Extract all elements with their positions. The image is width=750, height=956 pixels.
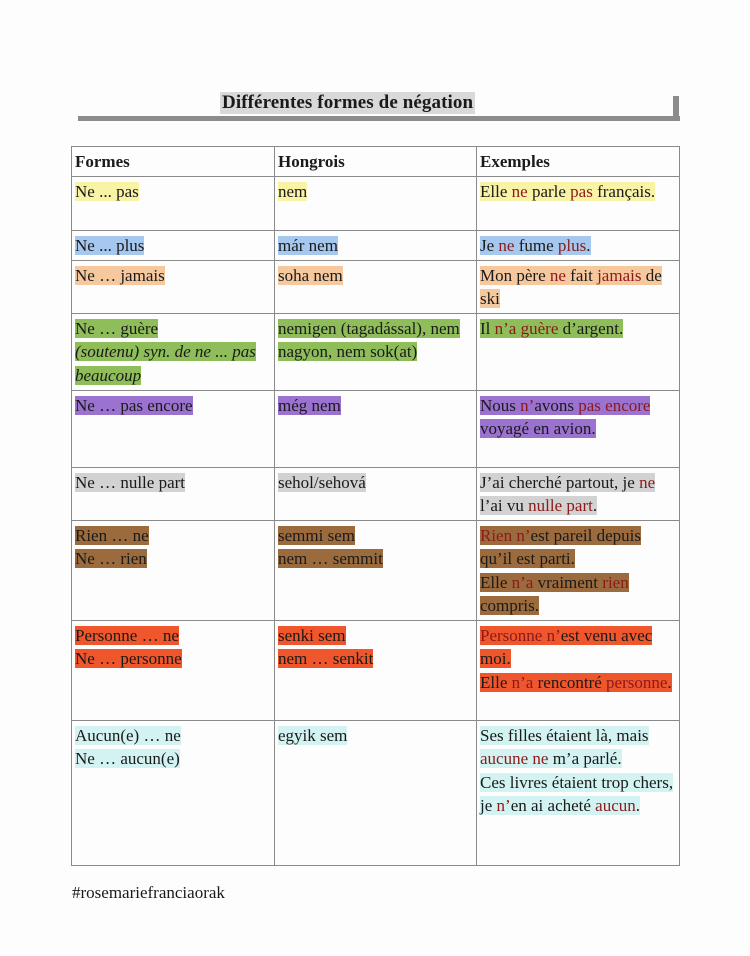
cell-form	[72, 260, 275, 313]
example-sentence	[480, 317, 675, 341]
hungarian-text: nem	[278, 182, 308, 201]
cell-form	[72, 720, 275, 865]
example-sentence	[480, 624, 675, 671]
form-text: Aucun(e) … ne	[75, 725, 181, 745]
form-text: Ne … guère	[75, 318, 159, 338]
hungarian-text: nem … senkit	[278, 649, 374, 668]
example-text: m’a parlé.	[548, 749, 622, 768]
cell-example	[477, 467, 680, 520]
example-text: Elle	[480, 572, 512, 592]
cell-hungarian	[275, 520, 477, 620]
form-text: Ne … aucun(e)	[75, 749, 180, 768]
hungarian-text: nem … semmit	[278, 549, 383, 568]
negation-word: ne	[511, 182, 528, 201]
example-text: Ces livres étaient trop chers, je	[480, 772, 674, 815]
example-text: J’ai cherché partout, je	[480, 472, 640, 492]
example-text: en ai acheté	[510, 796, 596, 815]
negation-word: pas encore	[578, 395, 651, 415]
example-text	[516, 319, 520, 338]
cell-example	[477, 720, 680, 865]
example-text: fume	[514, 236, 558, 255]
negation-word: n’a	[494, 318, 517, 338]
hungarian-text: semmi sem	[278, 525, 355, 545]
negation-word: n’	[546, 625, 561, 645]
hungarian-text: nemigen (tagadással), nem nagyon, nem sok(at)	[278, 318, 460, 361]
example-sentence	[480, 671, 675, 695]
example-text: l’ai vu	[480, 496, 529, 515]
negation-word: aucun	[595, 796, 636, 815]
table-row	[72, 520, 680, 620]
example-text: d’argent.	[558, 318, 624, 338]
example-text: Mon père	[480, 265, 550, 285]
negation-word: n’a	[511, 672, 534, 692]
example-sentence	[480, 471, 675, 518]
negation-word: Rien	[480, 525, 513, 545]
example-text: avons	[534, 395, 579, 415]
example-text: Nous	[480, 395, 521, 415]
example-sentence	[480, 394, 675, 441]
cell-example	[477, 620, 680, 720]
page-title: Différentes formes de négation	[222, 92, 474, 113]
example-sentence	[480, 180, 675, 204]
negation-word: rien	[602, 572, 629, 592]
title-banner	[78, 90, 680, 124]
form-text: Ne … pas encore	[75, 395, 193, 415]
cell-form	[72, 620, 275, 720]
form-note: (soutenu) syn. de ne ... pas beaucoup	[75, 342, 256, 385]
hungarian-text: soha nem	[278, 265, 343, 285]
form-text: Ne … jamais	[75, 265, 165, 285]
negation-word: Personne	[480, 625, 543, 645]
example-text: Je	[480, 236, 499, 255]
negation-word: ne	[498, 236, 515, 255]
example-text: .	[667, 672, 672, 692]
example-text: .	[586, 236, 591, 255]
footer-hashtag: #rosemariefranciaorak	[72, 883, 225, 902]
cell-hungarian	[275, 620, 477, 720]
example-text: Il	[480, 318, 495, 338]
negation-word: ne	[549, 265, 566, 285]
form-text: Ne ... pas	[75, 182, 139, 201]
example-text: est pareil depuis qu’il est parti.	[480, 525, 641, 568]
table-row	[72, 313, 680, 390]
negation-word: n’	[496, 796, 511, 815]
cell-example	[477, 390, 680, 467]
cell-form	[72, 467, 275, 520]
cell-form	[72, 231, 275, 261]
example-text: Elle	[480, 672, 512, 692]
cell-hungarian	[275, 720, 477, 865]
header-forms: Formes	[72, 147, 275, 177]
negation-word: nulle part	[528, 496, 593, 515]
example-text: vraiment	[533, 572, 603, 592]
form-text: Personne … ne	[75, 625, 179, 645]
form-text: Ne … rien	[75, 549, 147, 568]
negation-word: pas	[570, 182, 593, 201]
hungarian-text: egyik sem	[278, 725, 348, 745]
cell-form	[72, 520, 275, 620]
header-examples: Exemples	[477, 147, 680, 177]
cell-hungarian	[275, 177, 477, 231]
title-underline	[78, 116, 680, 121]
table-row	[72, 231, 680, 261]
negation-word: aucune	[480, 749, 529, 768]
example-sentence	[480, 524, 675, 571]
hungarian-text: már nem	[278, 236, 338, 255]
negation-table	[71, 146, 680, 866]
negation-word: ne	[639, 472, 656, 492]
form-text: Rien … ne	[75, 525, 149, 545]
cell-form	[72, 313, 275, 390]
header-hungarian: Hongrois	[275, 147, 477, 177]
table-row	[72, 720, 680, 865]
example-text: .	[635, 796, 641, 815]
cell-form	[72, 390, 275, 467]
example-text: parle	[527, 182, 571, 201]
table-header-row	[72, 147, 680, 177]
example-sentence	[480, 571, 675, 618]
example-text	[542, 626, 546, 645]
table-row	[72, 620, 680, 720]
form-text: Ne ... plus	[75, 236, 145, 255]
negation-word: personne	[606, 672, 668, 692]
title-side-bar	[673, 96, 679, 121]
table-row	[72, 390, 680, 467]
hungarian-text: senki sem	[278, 625, 346, 645]
table-row	[72, 260, 680, 313]
example-text: est venu avec moi.	[480, 625, 653, 668]
cell-hungarian	[275, 313, 477, 390]
cell-hungarian	[275, 260, 477, 313]
hungarian-text: sehol/sehová	[278, 472, 366, 492]
form-text: Ne … personne	[75, 649, 182, 668]
example-text: Ses filles étaient là, mais	[480, 725, 649, 745]
cell-example	[477, 260, 680, 313]
negation-word: n’a	[511, 572, 534, 592]
negation-word: jamais	[597, 265, 642, 285]
cell-hungarian	[275, 467, 477, 520]
hungarian-text: még nem	[278, 395, 341, 415]
cell-example	[477, 177, 680, 231]
cell-example	[477, 520, 680, 620]
cell-form	[72, 177, 275, 231]
example-sentence	[480, 264, 675, 311]
cell-example	[477, 231, 680, 261]
example-text: rencontré	[533, 672, 607, 692]
negation-word: guère	[520, 318, 559, 338]
negation-word: plus	[557, 236, 587, 255]
negation-word: ne	[532, 749, 549, 768]
table-row	[72, 177, 680, 231]
cell-example	[477, 313, 680, 390]
cell-hungarian	[275, 390, 477, 467]
example-text: fait	[565, 265, 598, 285]
cell-hungarian	[275, 231, 477, 261]
example-sentence	[480, 234, 675, 258]
example-text: de ski	[480, 265, 662, 308]
example-sentence	[480, 771, 675, 818]
form-text: Ne … nulle part	[75, 472, 185, 492]
negation-word: n’	[520, 395, 535, 415]
example-sentence	[480, 724, 675, 771]
example-text: Elle	[480, 182, 512, 201]
table-row	[72, 467, 680, 520]
example-text: .	[592, 496, 598, 515]
negation-word: n’	[516, 525, 531, 545]
example-text: compris.	[480, 596, 540, 615]
example-text: français.	[592, 182, 656, 201]
example-text: voyagé en avion.	[480, 419, 596, 438]
